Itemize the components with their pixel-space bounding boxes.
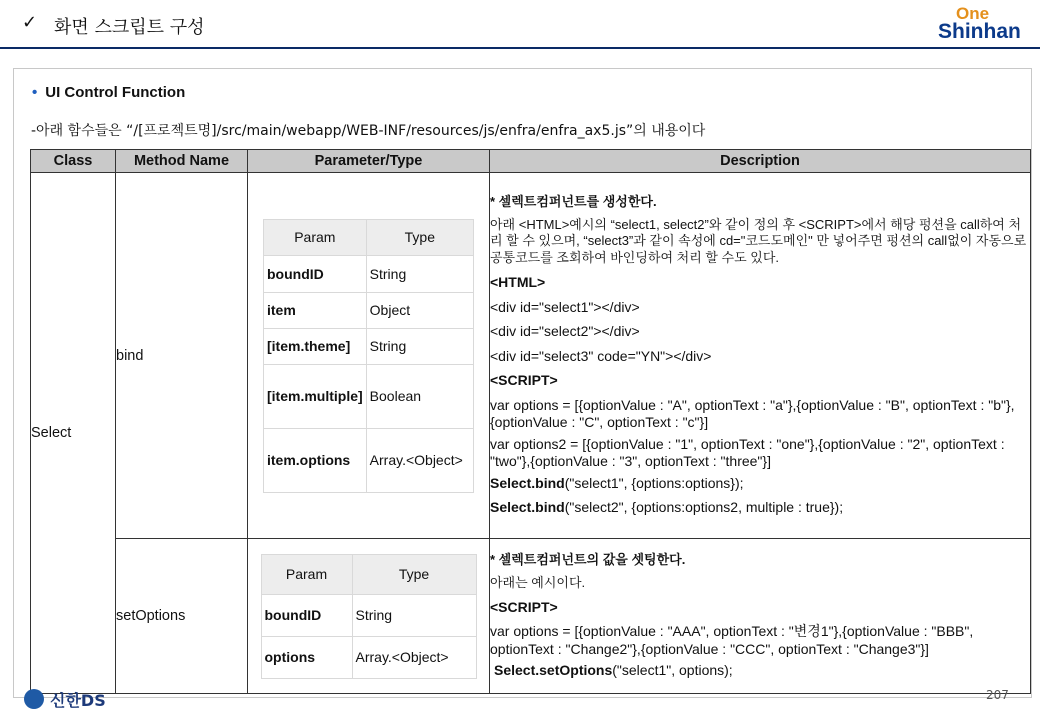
param-type: Array.<Object> (352, 636, 476, 678)
param-name: options (261, 636, 352, 678)
param-type: String (352, 594, 476, 636)
param-header: Param (261, 554, 352, 594)
method-call-args: ("select2", {options:options2, multiple : true}); (564, 499, 844, 516)
header-parameter: Parameter/Type (248, 150, 490, 173)
code-call-line (490, 475, 1030, 493)
method-bind: bind (116, 173, 248, 539)
header-class: Class (31, 150, 116, 173)
param-name: [item.multiple] (264, 364, 367, 428)
description-text: 아래는 예시이다. (490, 574, 586, 590)
header-divider (0, 47, 1040, 49)
code-call-line (490, 662, 1030, 680)
method-setoptions: setOptions (116, 539, 248, 694)
page-number: 207 (986, 688, 1009, 702)
param-type: Object (366, 292, 473, 328)
class-cell: Select (31, 173, 116, 694)
script-tag-label: <SCRIPT> (490, 372, 558, 389)
code-line: var options = [{optionValue : "A", optionText : "a"},{optionValue : "B", optionText : "b"},{optionValue : "C", optionText : "c"}] (490, 396, 1015, 431)
intro-text: -아래 함수들은 “/[프로젝트명]/src/main/webapp/WEB-INF/resources/js/enfra/enfra_ax5.js”의 내용이다 (31, 123, 706, 139)
html-tag-label: <HTML> (490, 274, 546, 291)
param-name: boundID (261, 594, 352, 636)
description-setoptions (490, 539, 1031, 694)
param-table-setoptions (261, 554, 477, 679)
param-name: [item.theme] (264, 328, 367, 364)
code-call-line (490, 499, 1030, 517)
param-cell-bind (248, 173, 490, 539)
param-type: Boolean (366, 364, 473, 428)
param-type: Array.<Object> (366, 428, 473, 492)
code-line: <div id="select3" code="YN"></div> (490, 347, 712, 364)
company-name: 신한DS (50, 691, 106, 710)
description-heading: * 셀렉트컴퍼넌트의 값을 셋팅한다. (490, 552, 686, 568)
method-call-name: Select.bind (490, 474, 565, 491)
header-description: Description (490, 150, 1031, 173)
company-logo-icon (24, 689, 44, 709)
header-method: Method Name (116, 150, 248, 173)
function-table (30, 149, 1031, 694)
section-heading (32, 84, 185, 101)
table-row-bind (31, 173, 1031, 539)
param-type: String (366, 255, 473, 292)
section-title: UI Control Function (45, 84, 186, 101)
code-line: var options2 = [{optionValue : "1", optionText : "one"},{optionValue : "2", optionText : "two"},{optionValue : "3", optionText : "three"}] (490, 435, 1005, 470)
description-bind (490, 173, 1031, 539)
script-tag-label: <SCRIPT> (490, 598, 558, 615)
param-cell-setoptions (248, 539, 490, 694)
param-name: boundID (264, 255, 367, 292)
param-name: item (264, 292, 367, 328)
code-line: <div id="select2"></div> (490, 323, 640, 340)
method-call-name: Select.setOptions (494, 662, 613, 679)
type-header: Type (366, 219, 473, 255)
param-type: String (366, 328, 473, 364)
description-heading: * 셀렉트컴퍼넌트를 생성한다. (490, 194, 657, 210)
method-call-name: Select.bind (490, 499, 565, 516)
method-call-args: ("select1", {options:options}); (564, 474, 744, 491)
param-name: item.options (264, 428, 367, 492)
param-table-bind (263, 219, 474, 493)
code-line: <div id="select1"></div> (490, 298, 640, 315)
table-row-setoptions (31, 539, 1031, 694)
bullet-icon: • (32, 84, 38, 101)
param-header: Param (264, 219, 367, 255)
page-title: 화면 스크립트 구성 (54, 17, 205, 38)
type-header: Type (352, 554, 476, 594)
description-text: 아래 <HTML>예시의 “select1, select2”와 같이 정의 후 <SCRIPT>에서 해당 펑션을 call하여 처리 할 수 있으며, “select3”과 같이 속성에 cd="코드도메인" 만 넣어주면 펑션의 call없이 자동으로 공통코드를 조회하여 바인딩하여 처리 할 수도 있다. (490, 216, 1027, 266)
method-call-args: ("select1", options); (612, 662, 733, 679)
header-bar (0, 0, 1040, 50)
check-icon: ✓ (22, 12, 38, 33)
logo-shinhan-text: Shinhan (938, 20, 1021, 43)
logo-one-text: One (956, 4, 990, 23)
table-header-row (31, 150, 1031, 173)
code-line: var options = [{optionValue : "AAA", optionText : "변경1"},{optionValue : "BBB", optionText : "Change2"},{optionValue : "CCC", optionText : "Change3"}] (490, 623, 974, 657)
